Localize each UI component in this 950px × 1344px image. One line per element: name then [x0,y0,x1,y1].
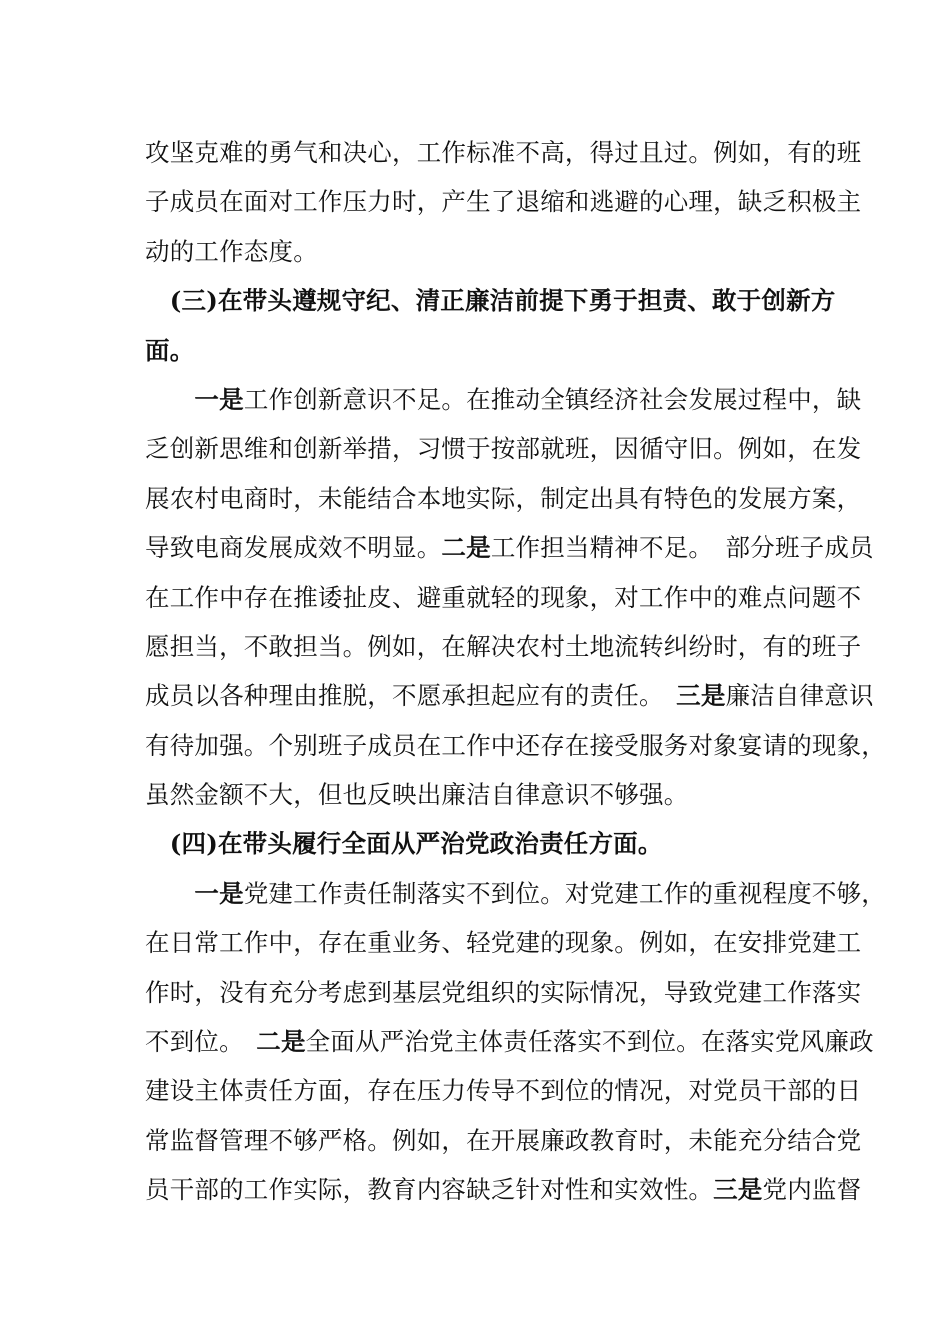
bold-text-segment: 三是 [713,1175,763,1205]
text-line [145,671,874,720]
text-line [145,918,862,967]
text-segment: 导致电商发展成效不明显。 [145,533,442,563]
text-segment: 建设主体责任方面，存在压力传导不到位的情况，对党员干部的日 [145,1076,862,1106]
text-line [145,128,862,177]
text-line [145,770,835,819]
text-segment: 有待加强。个别班子成员在工作中还存在接受服务对象宴请的现象， [145,730,886,760]
text-line [145,1165,862,1214]
text-line [145,227,835,276]
text-line [145,474,862,523]
bold-text-segment: 一是 [145,878,244,908]
text-segment: 虽然金额不大，但也反映出廉洁自律意识不够强。 [145,780,689,810]
text-line [145,1017,874,1066]
text-segment: 在日常工作中，存在重业务、轻党建的现象。例如，在安排党建工 [145,928,862,958]
bold-text-segment: (三)在带头遵规守纪、清正廉洁前提下勇于担责、敢于创新方 [145,286,836,316]
text-line [145,523,874,572]
bold-text-segment: 面。 [145,335,195,365]
text-segment: 常监督管理不够严格。例如，在开展廉政教育时，未能充分结合党 [145,1125,862,1155]
text-segment: 在工作中存在推诿扯皮、避重就轻的现象，对工作中的难点问题不 [145,582,862,612]
text-line [145,573,862,622]
text-line [145,1066,862,1115]
text-line [145,869,887,918]
bold-text-segment: 一是 [145,384,244,414]
text-line [145,276,835,325]
text-line [145,326,835,375]
text-segment: 乏创新思维和创新举措，习惯于按部就班，因循守旧。例如，在发 [145,434,862,464]
text-line [145,819,835,868]
text-segment: 展农村电商时，未能结合本地实际，制定出具有特色的发展方案， [145,483,862,513]
text-segment: 全面从严治党主体责任落实不到位。在落实党风廉政 [305,1027,874,1057]
bold-text-segment: 二是 [256,1027,306,1057]
text-line [145,375,862,424]
text-segment: 成员以各种理由推脱，不愿承担起应有的责任。 [145,681,677,711]
text-segment: 愿担当，不敢担当。例如，在解决农村土地流转纠纷时，有的班子 [145,631,862,661]
bold-text-segment: (四)在带头履行全面从严治党政治责任方面。 [145,829,663,859]
text-segment: 员干部的工作实际，教育内容缺乏针对性和实效性。 [145,1175,714,1205]
text-segment: 党内监督 [762,1175,862,1205]
bold-text-segment: 三是 [676,681,726,711]
bold-text-segment: 二是 [441,533,491,563]
text-segment: 工作担当精神不足。 部分班子成员 [490,533,874,563]
text-line [145,968,862,1017]
document-body [145,128,887,1215]
text-line [145,721,886,770]
text-segment: 工作创新意识不足。在推动全镇经济社会发展过程中，缺 [243,384,862,414]
text-segment: 党建工作责任制落实不到位。对党建工作的重视程度不够， [243,878,887,908]
text-segment: 动的工作态度。 [145,236,318,266]
text-segment: 作时，没有充分考虑到基层党组织的实际情况，导致党建工作落实 [145,977,862,1007]
text-segment: 不到位。 [145,1027,257,1057]
text-segment: 攻坚克难的勇气和决心，工作标准不高，得过且过。例如，有的班 [145,138,862,167]
text-line [145,622,862,671]
text-segment: 子成员在面对工作压力时，产生了退缩和逃避的心理，缺乏积极主 [145,187,862,217]
text-segment: 廉洁自律意识 [725,681,874,711]
text-line [145,1116,862,1165]
text-line [145,177,862,226]
text-line [145,424,862,473]
